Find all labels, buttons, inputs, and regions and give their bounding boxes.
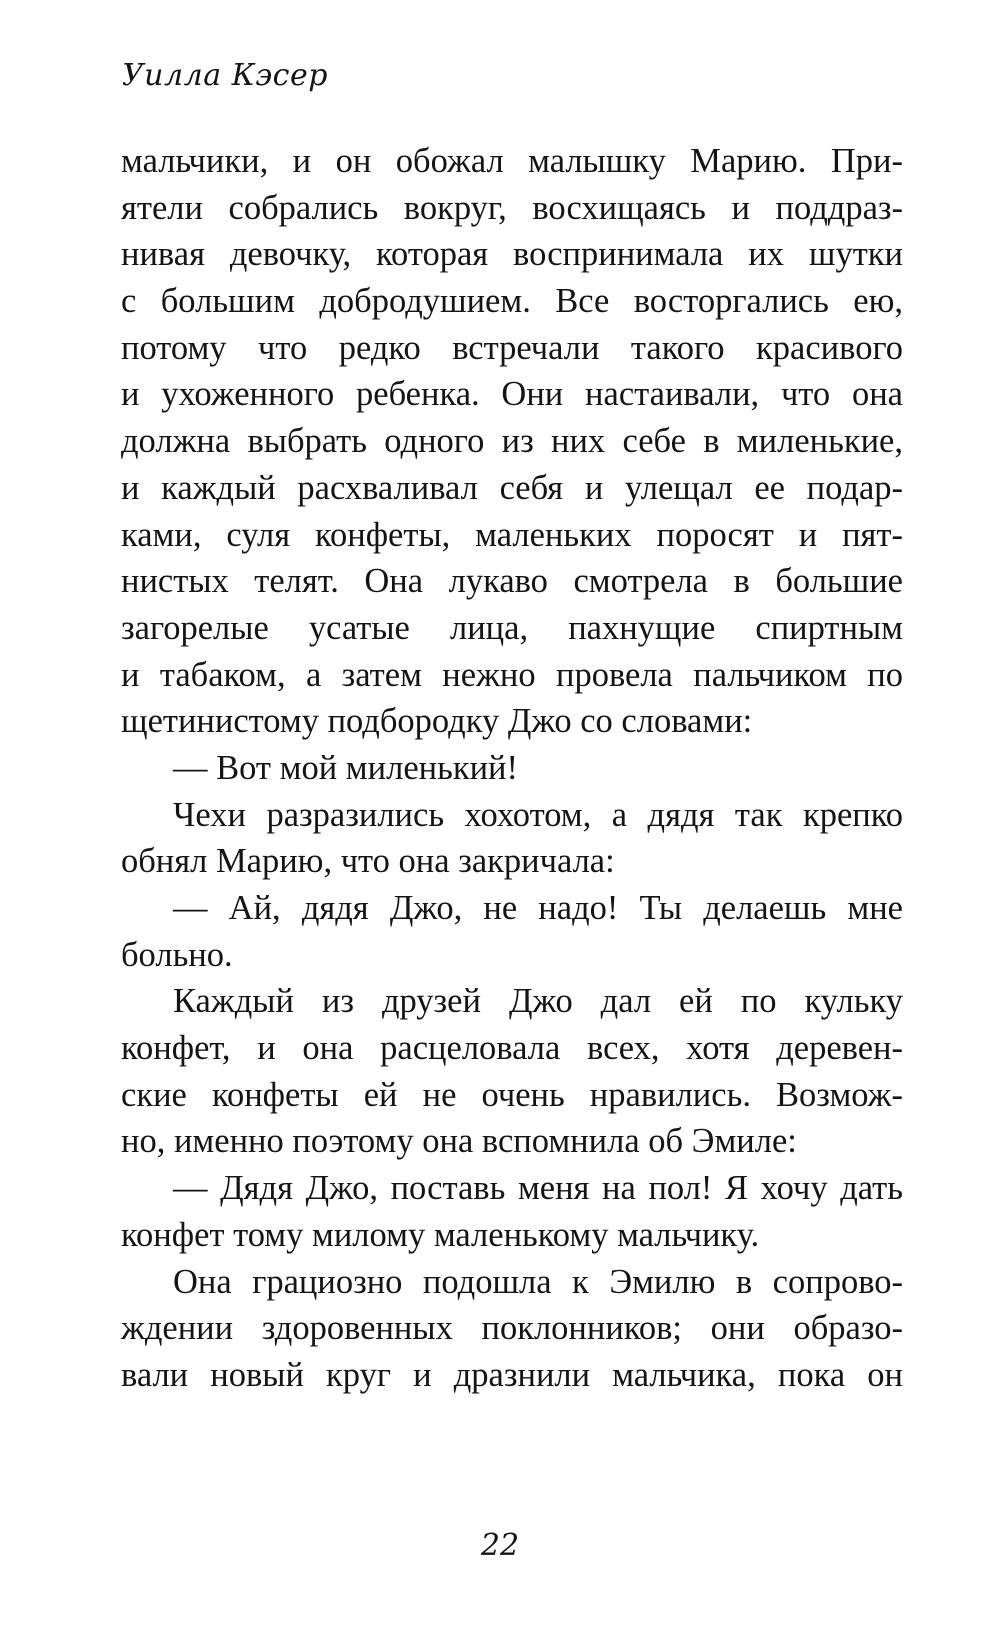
text-line: ками, суля конфеты, маленьких поросят и пят-: [121, 515, 903, 554]
text-line: и каждый расхваливал себя и улещал ее подар-: [121, 468, 903, 507]
dialogue-line: — Ай, дядя Джо, не надо! Ты делаешь мне: [173, 889, 903, 927]
text-line: обнял Марию, что она закричала:: [121, 842, 615, 881]
text-line: нистых телят. Она лукаво смотрела в большие: [121, 562, 903, 601]
text-line: мальчики, и он обожал малышку Марию. При-: [121, 142, 903, 180]
text-line: и табаком, а затем нежно провела пальчиком по: [121, 655, 903, 694]
dialogue-line: — Вот мой миленький!: [173, 748, 518, 787]
text-line: с большим добродушием. Все восторгались ею,: [121, 282, 903, 321]
text-line: ятели собрались вокруг, восхищаясь и поддраз-: [121, 188, 903, 227]
paragraph-start-line: Чехи разразились хохотом, а дядя так крепко: [173, 795, 903, 834]
body-text: [121, 138, 903, 1399]
text-line: и ухоженного ребенка. Они настаивали, что она: [121, 375, 903, 414]
text-line: должна выбрать одного из них себе в миленькие,: [121, 422, 903, 461]
text-line: щетинистому подбородку Джо со словами:: [121, 702, 753, 741]
text-line: ждении здоровенных поклонников; они образо-: [121, 1309, 903, 1348]
text-line: загорелые усатые лица, пахнущие спиртным: [121, 608, 903, 647]
text-line: вали новый круг и дразнили мальчика, пока он: [121, 1355, 903, 1394]
text-line: но, именно поэтому она вспомнила об Эмиле:: [121, 1122, 797, 1161]
paragraph-start-line: Она грациозно подошла к Эмилю в сопрово-: [173, 1262, 903, 1301]
text-line: потому что редко встречали такого красивого: [121, 328, 903, 367]
dialogue-line: — Дядя Джо, поставь меня на пол! Я хочу дать: [173, 1169, 903, 1208]
paragraph-start-line: Каждый из друзей Джо дал ей по кульку: [173, 982, 903, 1021]
text-line: нивая девочку, которая воспринимала их шутки: [121, 235, 903, 274]
text-line: конфет тому милому маленькому мальчику.: [121, 1215, 760, 1254]
text-line: конфет, и она расцеловала всех, хотя деревен-: [121, 1029, 903, 1068]
running-head-author: Уилла Кэсер: [122, 58, 328, 93]
text-line: ские конфеты ей не очень нравились. Возмож-: [121, 1075, 903, 1114]
text-line: больно.: [121, 935, 233, 974]
page-number: 22: [480, 1528, 520, 1563]
